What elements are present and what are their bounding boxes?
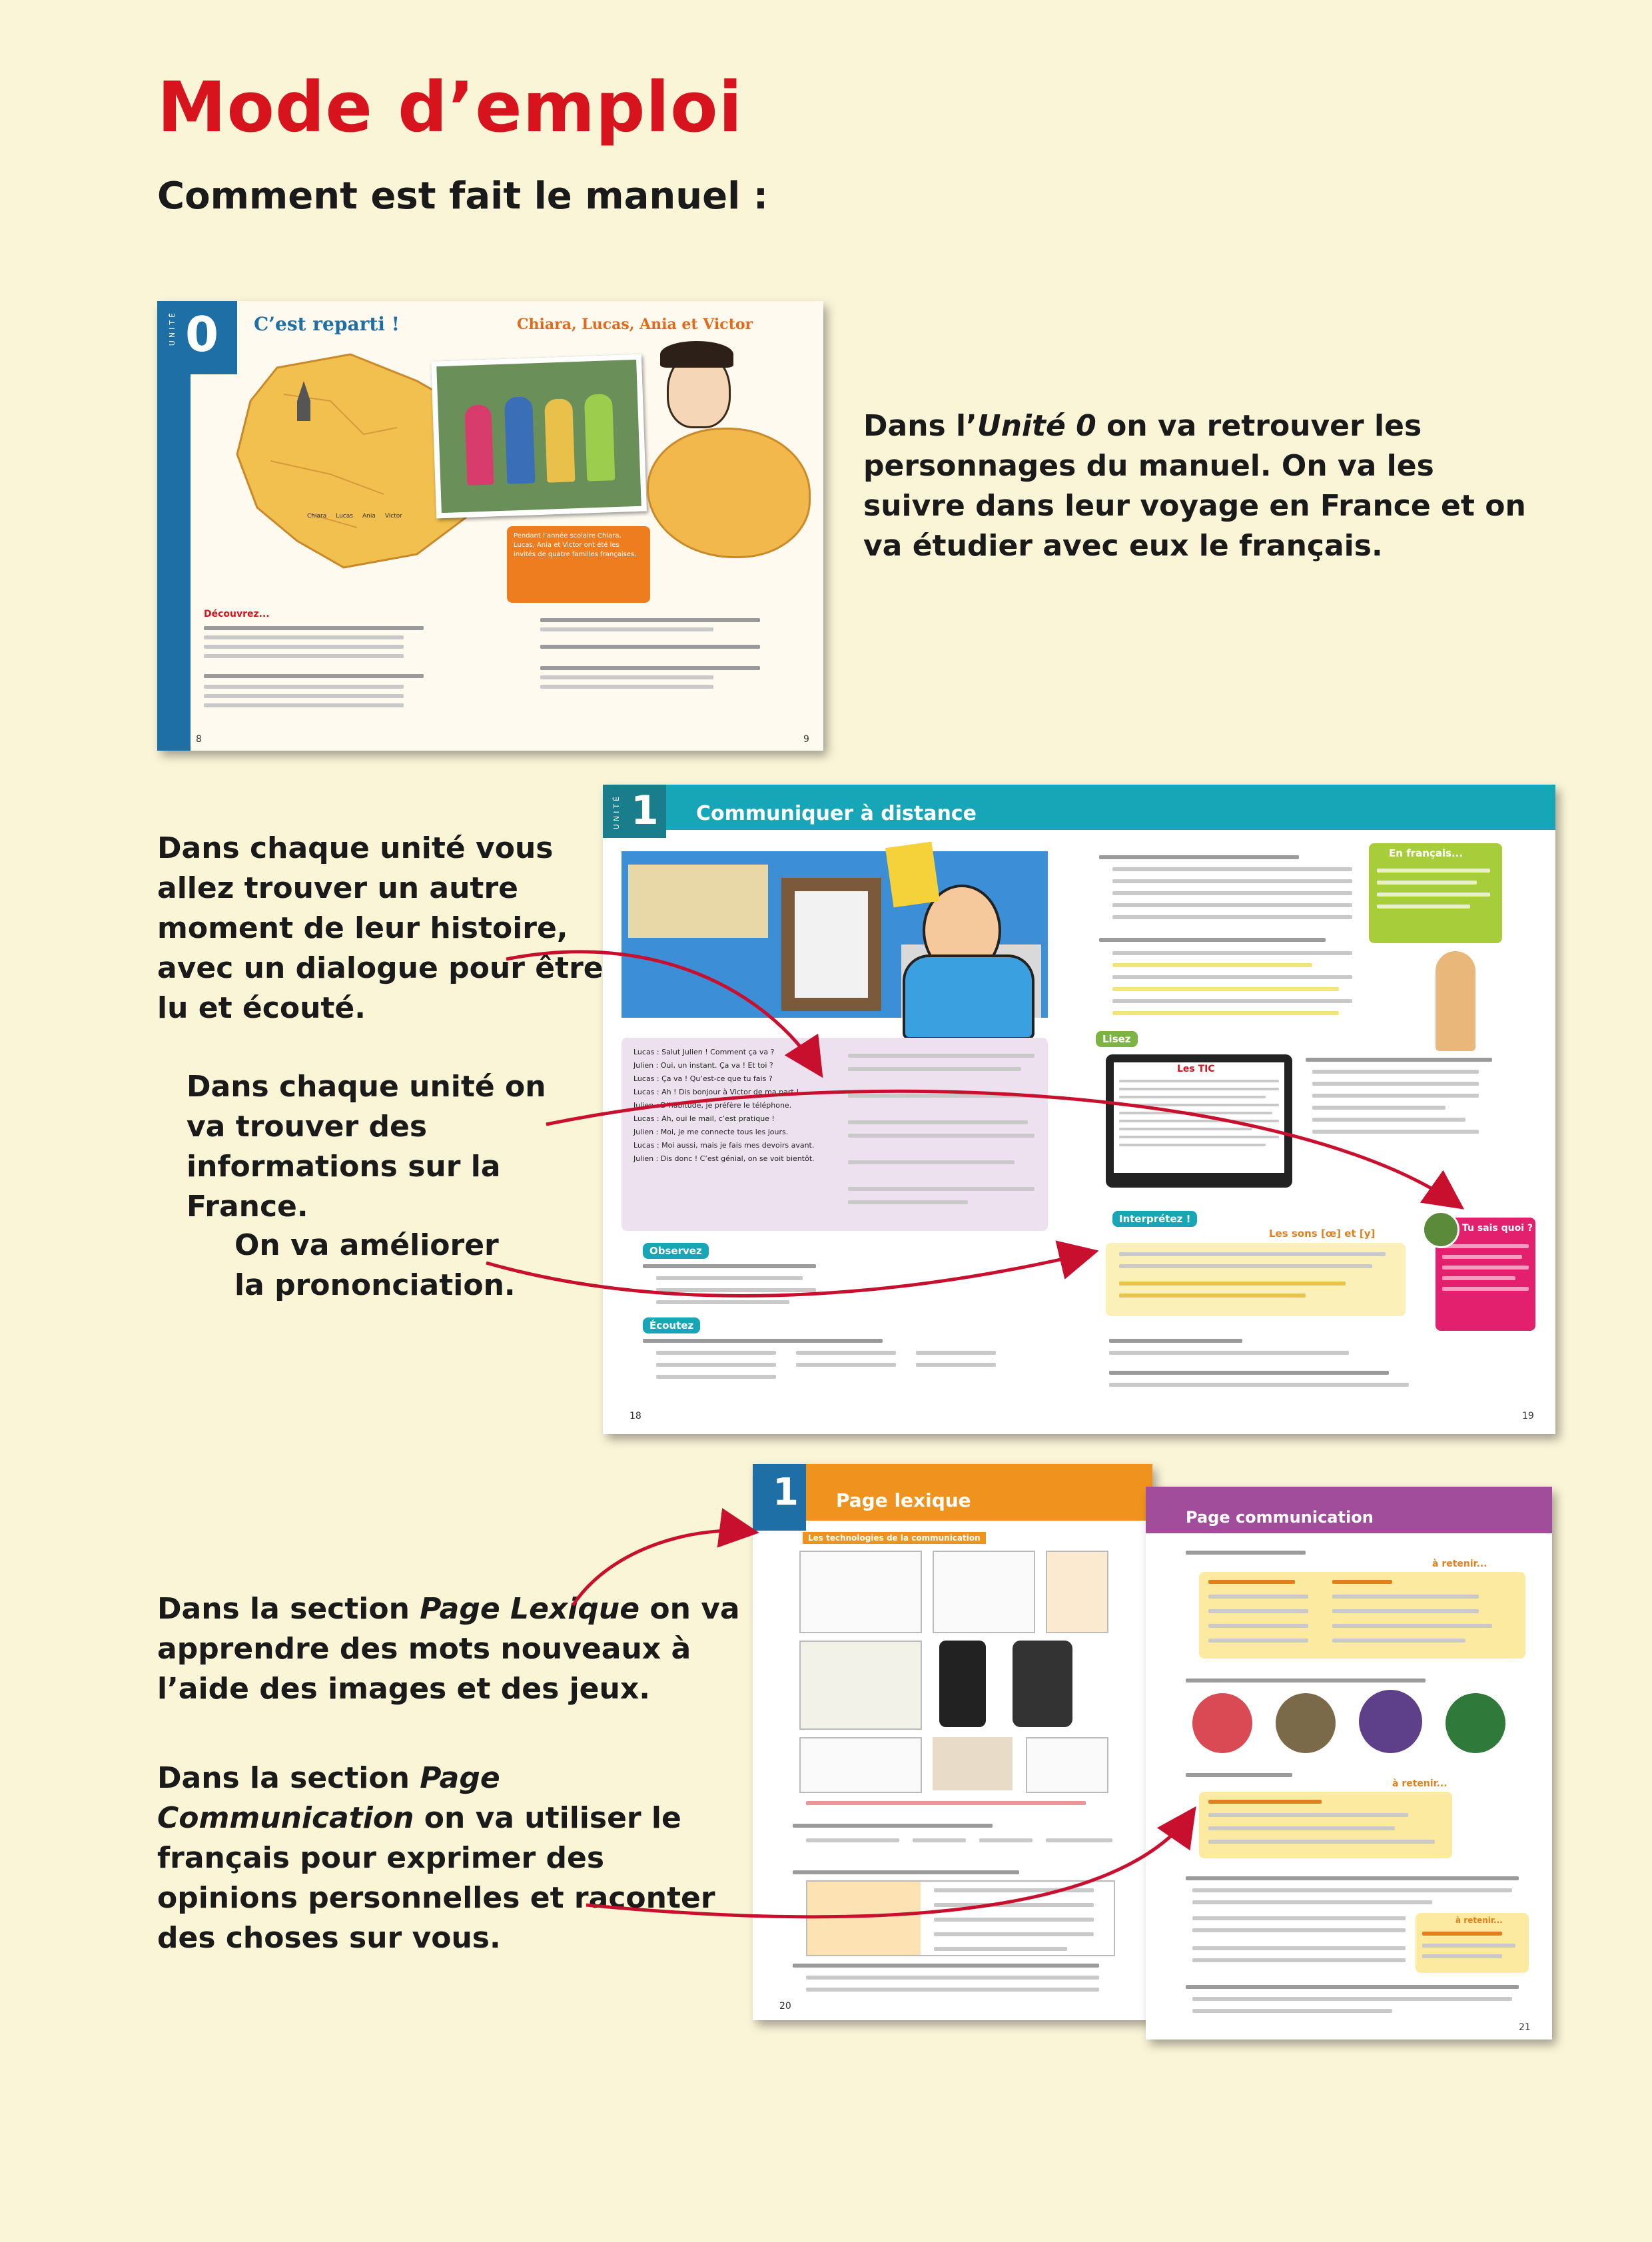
legend-victor: Victor — [384, 513, 402, 520]
unit1-ecoutez-chip: Écoutez — [643, 1317, 700, 1333]
dialogue-line: Lucas : Moi aussi, mais je fais mes devoirs avant. — [633, 1141, 815, 1150]
caption-dialogue: Dans chaque unité vous allez trouver un autre moment de leur histoire, avec un dialogue pour être lu et écouté. — [157, 831, 604, 1025]
dialogue-line: Julien : Moi, je me connecte tous les jours. — [633, 1128, 789, 1136]
lexique-unit-number: 1 — [773, 1471, 799, 1514]
unit1-en-francais-title: En français... — [1389, 847, 1463, 859]
communication-page-number: 21 — [1519, 2022, 1531, 2033]
unit0-intro-text: Pendant l’année scolaire Chiara, Lucas, Ania et Victor ont été les invités de quatre familles françaises. — [514, 532, 637, 558]
caption-communication: Dans la section Page Communication on va utiliser le français pour exprimer des opinions personnelles et raconter des choses sur vous. — [157, 1761, 715, 1955]
unit0-unit-label: UNITÉ — [168, 310, 177, 346]
unit1-page-right-number: 19 — [1522, 1411, 1534, 1421]
legend-lucas: Lucas — [336, 513, 353, 520]
unit1-lisez-chip: Lisez — [1096, 1031, 1138, 1047]
communication-retenir-3: à retenir... — [1455, 1916, 1503, 1925]
caption-lexique: Dans la section Page Lexique on va apprendre des mots nouveaux à l’aide des images et des jeux. — [157, 1592, 740, 1706]
arrow-communication — [586, 1812, 1192, 1917]
unit0-page-right-number: 9 — [803, 734, 809, 745]
caption-unite0: Dans l’Unité 0 on va retrouver les personnages du manuel. On va les suivre dans leur voyage en France et on va étudier avec eux le français. — [863, 409, 1526, 563]
arrow-lexique — [573, 1531, 753, 1605]
unit0-discover-label: Découvrez... — [204, 609, 270, 619]
lexique-title: Page lexique — [836, 1489, 971, 1511]
page-subtitle: Comment est fait le manuel : — [157, 175, 769, 218]
lexique-page-number: 20 — [779, 2001, 791, 2012]
page-title: Mode d’emploi — [157, 67, 743, 148]
dialogue-line: Julien : Dis donc ! C’est génial, on se voit bientôt. — [633, 1154, 815, 1163]
unit1-observez-chip: Observez — [643, 1243, 709, 1259]
arrow-prononciation — [486, 1252, 1092, 1296]
lexique-subsection: Les technologies de la communication — [803, 1532, 986, 1544]
communication-retenir-1: à retenir... — [1432, 1559, 1487, 1569]
dialogue-line: Lucas : Ah, oui le mail, c’est pratique ! — [633, 1114, 775, 1123]
dialogue-line: Julien : Oui, un instant. Ça va ! Et toi ? — [633, 1061, 773, 1070]
unit1-tic-title: Les TIC — [1177, 1064, 1215, 1074]
unit1-unit-number: 1 — [631, 787, 659, 834]
unit0-unit-number: 0 — [185, 306, 219, 362]
unit1-tu-sais-title: Tu sais quoi ? — [1462, 1223, 1533, 1234]
caption-infos: Dans chaque unité on va trouver des informations sur la France. — [187, 1070, 546, 1224]
dialogue-line: Lucas : Ça va ! Qu’est-ce que tu fais ? — [633, 1074, 773, 1083]
dialogue-line: Lucas : Ah ! Dis bonjour à Victor de ma part ! — [633, 1088, 799, 1096]
communication-title: Page communication — [1186, 1508, 1374, 1527]
communication-retenir-2: à retenir... — [1392, 1778, 1447, 1789]
unit1-unit-label: UNITÉ — [612, 794, 621, 830]
dialogue-line: Lucas : Salut Julien ! Comment ça va ? — [633, 1048, 775, 1056]
unit0-title: C’est reparti ! — [254, 313, 400, 335]
unit1-title: Communiquer à distance — [696, 802, 977, 825]
arrow-dialogue — [506, 952, 819, 1072]
unit1-sons-title: Les sons [œ] et [y] — [1269, 1228, 1376, 1240]
arrow-infos — [546, 1091, 1459, 1206]
unit1-page-left-number: 18 — [629, 1411, 641, 1421]
legend-ania: Ania — [362, 513, 376, 520]
unit1-interpretez-chip: Interprétez ! — [1112, 1211, 1197, 1227]
dialogue-line: Julien : D’habitude, je préfère le téléphone. — [633, 1101, 792, 1110]
caption-prononciation: On va améliorer la prononciation. — [234, 1228, 516, 1302]
legend-chiara: Chiara — [307, 513, 327, 520]
unit0-page-left-number: 8 — [196, 734, 202, 745]
unit0-characters: Chiara, Lucas, Ania et Victor — [517, 316, 753, 333]
